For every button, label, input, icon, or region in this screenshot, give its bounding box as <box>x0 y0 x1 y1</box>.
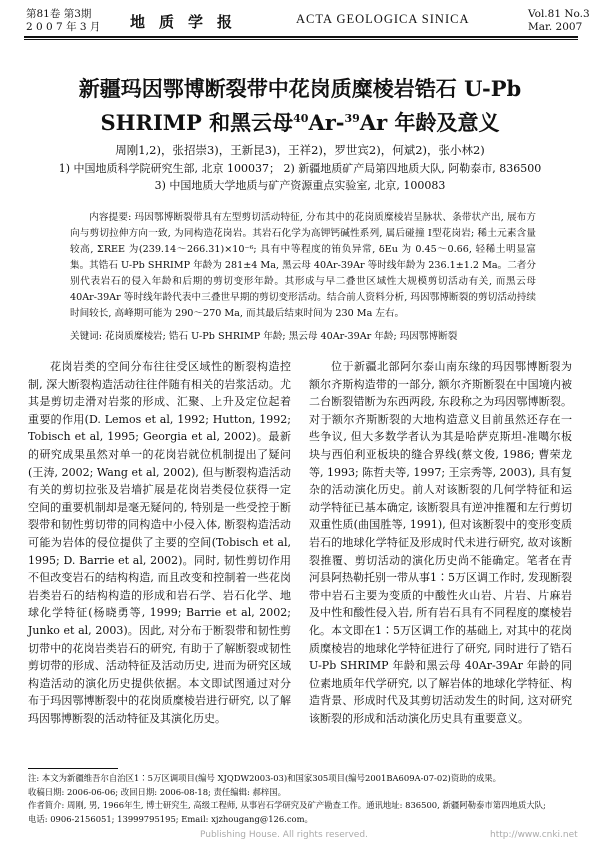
footnotes <box>28 772 576 826</box>
title-ar: Ar- <box>308 110 345 135</box>
author-list: 周刚1,2)，张招崇3)，王新昆3)，王祥2)，罗世宾2)，何斌2)，张小林2) <box>115 143 485 157</box>
paper-title-line1: 新疆玛因鄂博断裂带中花岗质糜棱岩锆石 U-Pb <box>78 76 522 101</box>
header-volume-en <box>528 8 590 34</box>
affiliation-line1: 1) 中国地质科学院研究生部, 北京 100037； 2) 新疆地质矿产局第四地质大队, 阿勒泰市, 836500 <box>58 162 542 175</box>
keywords: 关键词: 花岗质糜棱岩; 锆石 U-Pb SHRIMP 年龄; 黑云母 40Ar-39Ar 年龄; 玛因鄂博断裂 <box>70 331 458 342</box>
body-paragraph: 花岗岩类的空间分布往往受区域性的断裂构造控制, 深大断裂构造活动往往伴随有相关的岩浆活动。尤其是剪切走滑对岩浆的形成、汇聚、上升及定位起着重要的作用(D. Lemos et al, 1992; Hutton, 1992; Tobisch et al, 1995; Georgia et al, 2002)。最新的研究成果虽然对单一的花岗岩就位机制提出了疑问(王涛, 2002; Wang et al, 2002), 但与断裂构造活动有关的剪切拉张及岩墙扩展是花岗岩类侵位获得一定空间的重要机制却是毫无疑问的, 特别是一些受控于断裂带和韧性剪切带的同构造中小侵入体, 断裂构造活动可能为岩体的侵位提供了主要的空间(Tobisch et al, 1995; D. Barrie et al, 2002)。同时, 韧性剪切作用不但改变岩石的结构构造, 而且改变和控制着一些花岗岩类岩石的结构构造的形成和岩石学、岩石化学、地球化学特征(杨晓勇等, 1999; Barrie et al, 2002; Junko et al, 2003)。因此, 对分布于断裂带和韧性剪切带中的花岗岩类岩石的研究, 有助于了解断裂或韧性剪切带的形成、活动特征及活动历史, 进而为研究区域构造活动的演化历史提供依据。本文即试图通过对分布于玛因鄂博断裂中的花岗质糜棱岩进行研究, 以了解玛因鄂博断裂的活动特征及其演化历史。 <box>28 360 291 725</box>
affiliation-line2: 3) 中国地质大学地质与矿产资源重点实验室, 北京, 100083 <box>154 179 446 192</box>
abstract-text: 内容提要: 玛因鄂博断裂带具有左型剪切活动特征, 分布其中的花岗质糜棱岩呈脉状、条带状产出, 展布方向与剪切拉伸方向一致, 为同构造花岗岩。其岩石化学为高钾钙碱性系列, 属后碰撞 Ⅰ型花岗岩; 稀土元素含量较高, ΣREE 为(239.14～266.31)×10⁻⁶; 具有中等程度的铕负异常, δEu 为 0.45～0.66, 轻稀土明显富集。其锆石 U-Pb SHRIMP 年龄为 281±4 Ma, 黑云母 40Ar-39Ar 等时线年龄为 236.1±1.2 Ma。二者分别代表岩石的侵入年龄和后期的剪切变形年龄。其形成与早二叠世区域性大规模剪切活动有关, 而黑云母 40Ar-39Ar 等时线年龄代表中三叠世早期的剪切变形活动。结合前人资料分析, 玛因鄂博断裂的剪切活动持续时间较长, 高峰期可能为 290～270 Ma, 而其最后结束时间为 230 Ma 左右。 <box>70 212 536 319</box>
footnote-rule <box>28 768 118 769</box>
title-shrimp: SHRIMP 和黑云母 <box>100 110 294 135</box>
title-sup-39: 39 <box>344 112 360 125</box>
footnote-dates: 收稿日期: 2006-06-06; 改回日期: 2006-08-18; 责任编辑: 郝梓国。 <box>28 786 286 797</box>
journal-title-cn: 地质学报 <box>130 13 247 31</box>
date-cn: 2 0 0 7 年 3 月 <box>26 21 101 33</box>
body-paragraph: 位于新疆北部阿尔泰山南东缘的玛因鄂博断裂为额尔齐斯构造带的一部分, 额尔齐斯断裂在中国境内被二台断裂错断为东西两段, 东段称之为玛因鄂博断裂。对于额尔齐斯断裂的大地构造意义目前虽然还存在一些争议, 但大多数学者认为其是哈萨克斯坦-准噶尔板块与西伯利亚板块的缝合界线(蔡文俊, 1986; 曹荣龙等, 1993; 陈哲夫等, 1997; 王宗秀等, 2003), 具有复杂的活动演化历史。前人对该断裂的几何学特征和运动学特征已基本确定, 该断裂具有逆冲推覆和左行剪切双重性质(曲国胜等, 1991), 但对该断裂中的变形变质岩石的地球化学特征及形成时代未进行研究, 故对该断裂推覆、剪切活动的演化历史尚不能确定。笔者在青河县阿热勒托别一带从事1∶5万区调工作时, 发现断裂带中岩石主要为变质的中酸性火山岩、片岩、片麻岩及中性和酸性侵入岩, 所有岩石具有不同程度的糜棱岩化。本文即在1∶5万区调工作的基础上, 对其中的花岗质糜棱岩的地球化学特征进行了研究, 同时进行了锆石 U-Pb SHRIMP 年龄和黑云母 40Ar-39Ar 年龄的同位素地质年代学研究, 以了解岩体的地球化学特征、构造背景、形成时代及其剪切活动发生的时间, 这对研究该断裂的形成和活动演化历史具有重要意义。 <box>309 360 572 725</box>
paper-title-line2 <box>0 104 600 138</box>
journal-title-en: ACTA GEOLOGICA SINICA <box>296 12 470 26</box>
header-rule-thin <box>24 39 578 40</box>
abstract <box>70 210 536 322</box>
watermark-text: Publishing House. All rights reserved. <box>200 830 368 840</box>
body-column-left <box>28 358 291 727</box>
website-url: http://www.cnki.net <box>490 830 578 840</box>
footnote-funding: 注: 本文为新疆维吾尔自治区1∶5万区调项目(编号 XJQDW2003-03)和国家305项目(编号2001BA609A-07-02)资助的成果。 <box>28 773 502 783</box>
volume-issue-cn: 第81卷 第3期 <box>26 8 92 20</box>
body-column-right <box>309 358 572 727</box>
header-rule <box>24 36 578 38</box>
header-volume-date <box>26 8 100 34</box>
footnote-author-bio: 作者简介: 周刚, 男, 1966年生, 博士研究生, 高级工程师, 从事岩石学研究及矿产勘查工作。通讯地址: 836500, 新疆阿勒泰市第四地质大队; <box>28 800 546 811</box>
volume-issue-en: Vol.81 No.3 <box>528 8 590 20</box>
footnote-contact: 电话: 0906-2156051; 13999795195; Email: xjzhougang@126.com。 <box>28 813 313 824</box>
title-sup-40: 40 <box>293 112 309 125</box>
title-ar-age: Ar 年龄及意义 <box>359 110 500 135</box>
date-en: Mar. 2007 <box>528 21 583 33</box>
